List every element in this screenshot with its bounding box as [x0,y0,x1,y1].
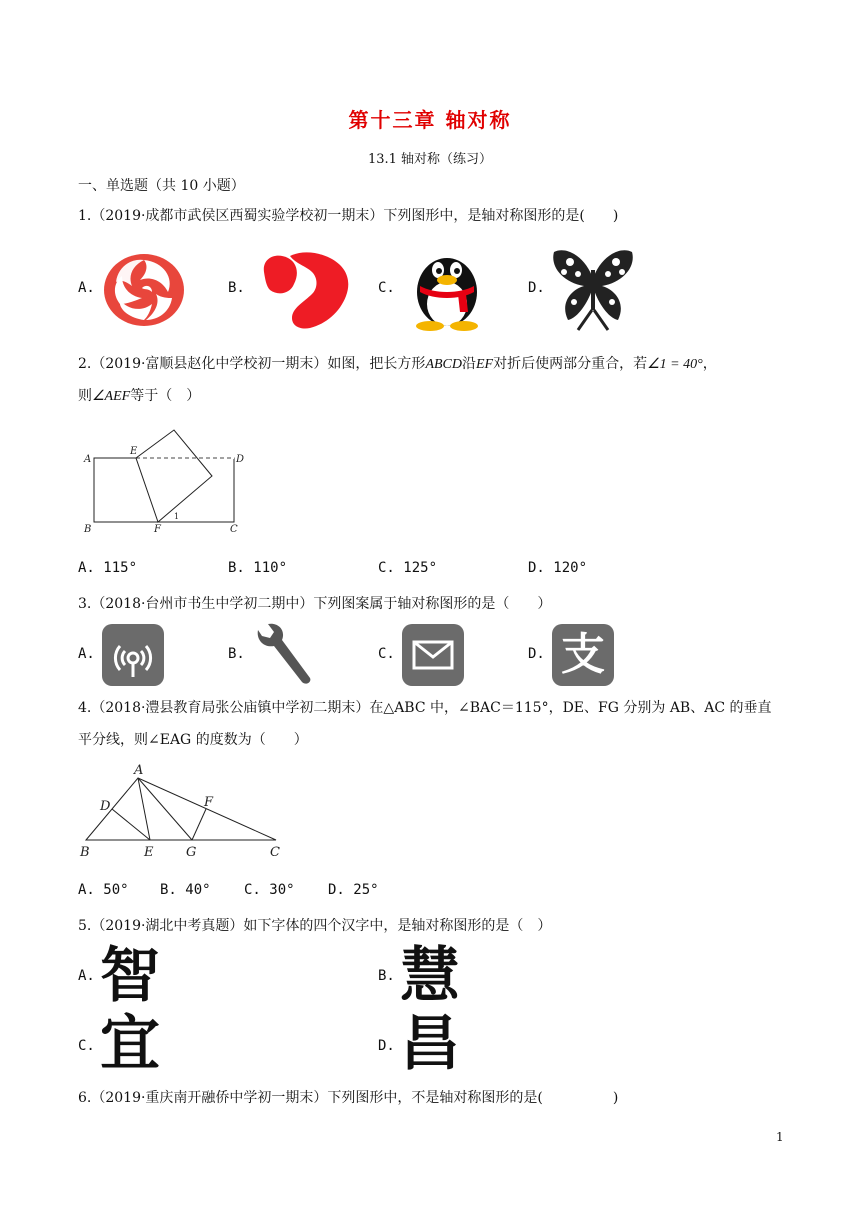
q4-label-f: F [204,795,214,810]
question-4-stem-line2: 平分线，则∠EAG 的度数为（ ） [78,732,308,748]
red-abstract-shape-icon [260,250,352,330]
question-2-stem [78,354,717,375]
q2-label-b: B [84,524,92,535]
q1-option-b-label: B. [228,280,245,296]
q2-label-e: E [130,446,138,457]
alipay-icon: 支 [552,624,614,686]
q4-triangle-figure [76,762,286,862]
question-2-line2 [78,386,200,407]
q2-line2-suffix: 等于（ ） [130,388,201,404]
q2-label-a: A [84,454,92,465]
q4-label-e: E [144,845,154,860]
q4-option-a: A. 50° [78,882,129,898]
q2-option-b: B. 110° [228,560,288,576]
q1-option-d-label: D. [528,280,545,296]
q5-char-b: 慧 [400,941,460,1011]
q5-char-a: 智 [100,941,160,1011]
question-3-stem: 3.（2018·台州市书生中学初二期中）下列图案属于轴对称图形的是（ ） [78,596,552,612]
q2-label-angle-1: 1 [174,512,180,521]
q2-label-f: F [154,524,161,535]
wifi-signal-icon [102,624,164,686]
chapter-title: 第十三章 轴对称 [348,108,512,132]
q2-angle-expr: ∠1 = 40° [647,357,703,372]
q4-label-b: B [80,845,90,860]
q2-option-a: A. 115° [78,560,138,576]
q4-label-c: C [270,845,280,860]
q2-stem-mid: 对折后使两部分重合，若 [493,356,648,372]
q2-stem-prefix: 2.（2019·富顺县赵化中学校初一期末）如图，把长方形 [78,356,426,372]
mail-icon [402,624,464,686]
q2-option-d: D. 120° [528,560,588,576]
q3-option-c-label: C. [378,646,395,662]
butterfly-icon [548,246,638,332]
penguin-icon [402,242,492,332]
q3-option-b-label: B. [228,646,245,662]
q4-option-b: B. 40° [160,882,211,898]
q5-char-c: 宜 [100,1009,160,1079]
section-heading: 一、单选题（共 10 小题） [78,178,245,194]
q2-angle-aef: ∠AEF [92,389,131,404]
q2-abcd: ABCD [425,357,462,372]
q2-label-c: C [230,524,238,535]
q2-along: 沿 [462,356,476,372]
question-5-stem: 5.（2019·湖北中考真题）如下字体的四个汉字中，是轴对称图形的是（ ） [78,918,552,934]
q5-option-c-label: C. [78,1038,95,1054]
q4-label-a: A [134,763,144,778]
page-number: 1 [776,1130,784,1144]
q5-option-d-label: D. [378,1038,395,1054]
q3-option-d-label: D. [528,646,545,662]
q3-option-a-label: A. [78,646,95,662]
q4-label-g: G [186,845,197,860]
section-title: 13.1 轴对称（练习） [367,152,493,167]
q2-label-d: D [236,454,245,465]
question-6-stem: 6.（2019·重庆南开融侨中学初一期末）下列图形中，不是轴对称图形的是( ) [78,1090,619,1106]
q4-option-c: C. 30° [244,882,295,898]
swirl-logo-icon [102,252,186,328]
q2-option-c: C. 125° [378,560,438,576]
wrench-icon [252,622,314,688]
question-1-stem: 1.（2019·成都市武侯区西蜀实验学校初一期末）下列图形中，是轴对称图形的是( ) [78,208,619,224]
q5-option-a-label: A. [78,968,95,984]
q5-char-d: 昌 [400,1009,460,1079]
q2-ef: EF [476,357,494,372]
q2-folded-rectangle-figure [78,420,258,540]
q2-comma: ， [702,356,717,372]
q4-label-d: D [100,799,111,814]
q1-option-a-label: A. [78,280,95,296]
q4-option-d: D. 25° [328,882,379,898]
q1-option-c-label: C. [378,280,395,296]
question-4-stem-line1: 4.（2018·澧县教育局张公庙镇中学初二期末）在△ABC 中，∠BAC＝115°，DE、FG 分别为 AB、AC 的垂直 [78,700,772,716]
q5-option-b-label: B. [378,968,395,984]
q2-line2-prefix: 则 [78,388,92,404]
